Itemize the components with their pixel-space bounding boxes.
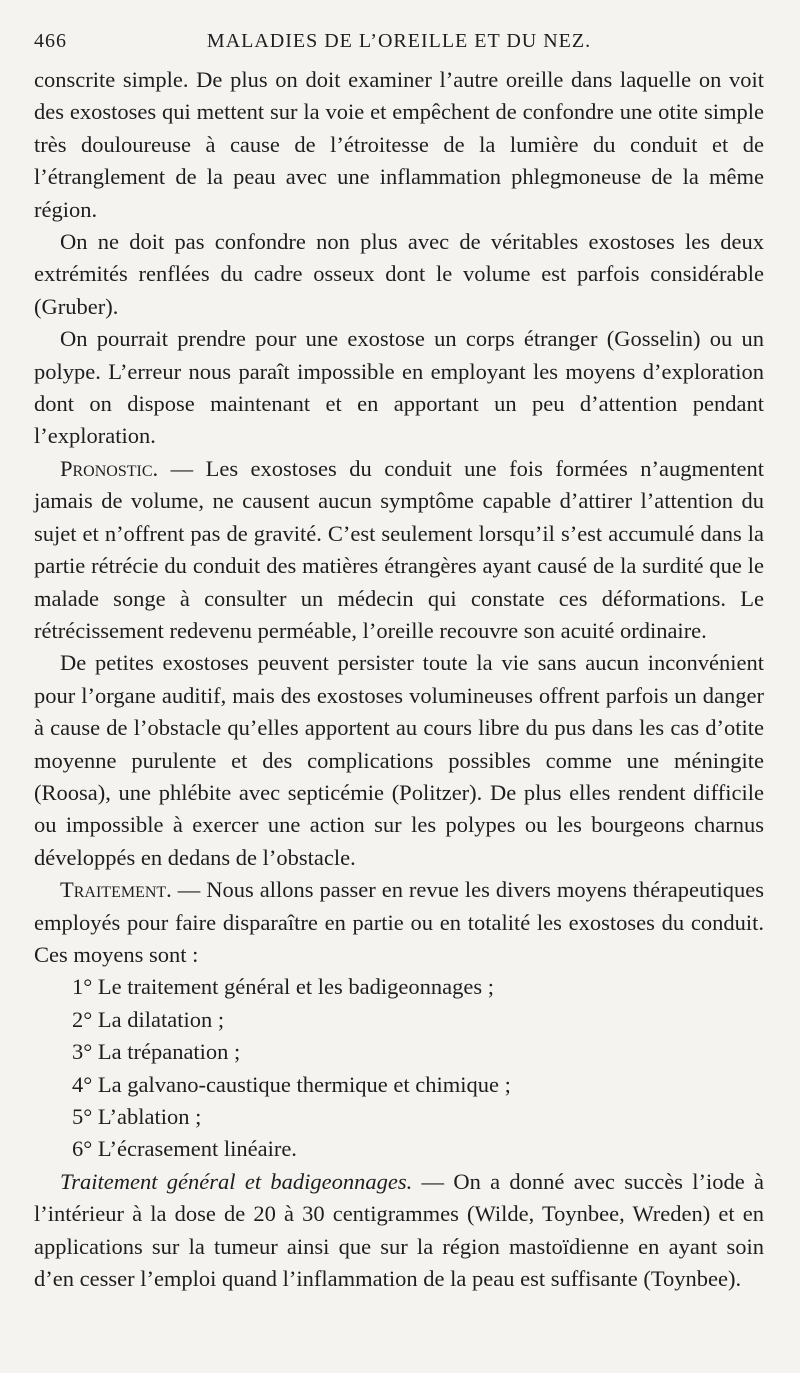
page-number: 466 (34, 30, 67, 52)
paragraph-continuation: conscrite simple. De plus on doit examiner l’autre oreille dans laquelle on voit des exostoses qui mettent sur la voie et empêchent de confondre une otite simple très douloureuse à cause de l’étroitesse de la lumière du conduit et de l’étranglement de la peau avec une inflammation phlegmoneuse de la même région. (34, 67, 764, 222)
paragraph-corps-etranger: On pourrait prendre pour une exostose un corps étranger (Gosselin) ou un polype. L’erreur nous paraît impossible en employant les moyens d’exploration dont on dispose maintenant et en apportant un peu d’attention pendant l’exploration. (34, 326, 764, 449)
list-item: 1° Le traitement général et les badigeonnages ; (72, 974, 494, 1000)
list-item: 4° La galvano-caustique thermique et chimique ; (72, 1071, 511, 1097)
paragraph-complications: De petites exostoses peuvent persister toute la vie sans aucun inconvénient pour l’organe auditif, mais des exostoses volumineuses offrent parfois un danger à cause de l’obstacle qu’elles apportent au cours libre du pus dans les cas d’otite moyenne purulente et des complications possibles comme une méningite (Roosa), une phlébite avec septicémie (Politzer). De plus elles rendent difficile ou impossible à exercer une action sur les polypes ou les bourgeons charnus développés en dedans de l’obstacle. (34, 650, 764, 870)
list-item: 3° La trépanation ; (72, 1039, 241, 1065)
traitement-text: — Nous allons passer en revue les divers moyens thérapeutiques employés pour faire disparaître en partie ou en totalité les exostoses du conduit. Ces moyens sont : (34, 877, 764, 967)
subsection-heading-traitement-general: Traitement général et badigeonnages. (60, 1168, 413, 1194)
paragraph-traitement-general (34, 1166, 764, 1296)
list-item: 2° La dilatation ; (72, 1006, 225, 1032)
paragraph-pronostic (34, 453, 764, 647)
section-heading-pronostic: Pronostic. (60, 455, 159, 481)
list-item: 5° L’ablation ; (72, 1104, 202, 1129)
paragraph-traitement (34, 874, 764, 971)
section-heading-traitement: Traitement. (60, 877, 172, 903)
running-title: MALADIES DE L’OREILLE ET DU NEZ. (206, 30, 592, 52)
running-header (34, 30, 764, 58)
list-item: 6° L’écrasement linéaire. (72, 1136, 297, 1162)
treatment-list (34, 971, 764, 1165)
pronostic-text: — Les exostoses du conduit une fois formées n’augmentent jamais de volume, ne causent aucun symptôme capable d’attirer l’attention du sujet et n’offrent pas de gravité. C’est seulement lorsqu’il s’est accumulé dans la partie rétrécie du conduit des matières étrangères ayant causé de la surdité que le malade songe à consulter un médecin qui constate ces déformations. Le rétrécissement redevenu perméable, l’oreille recouvre son acuité ordinaire. (34, 455, 764, 643)
page-body (34, 64, 764, 1295)
paragraph-cadre-osseux: On ne doit pas confondre non plus avec de véritables exostoses les deux extrémités renflées du cadre osseux dont le volume est parfois considérable (Gruber). (34, 229, 764, 319)
traitement-general-text: — On a donné avec succès l’iode à l’intérieur à la dose de 20 à 30 centigrammes (Wilde, Toynbee, Wreden) et en applications sur la tumeur ainsi que sur la région mastoïdienne en ayant soin d’en cesser l’emploi quand l’inflammation de la peau est suffisante (Toynbee). (34, 1168, 765, 1292)
